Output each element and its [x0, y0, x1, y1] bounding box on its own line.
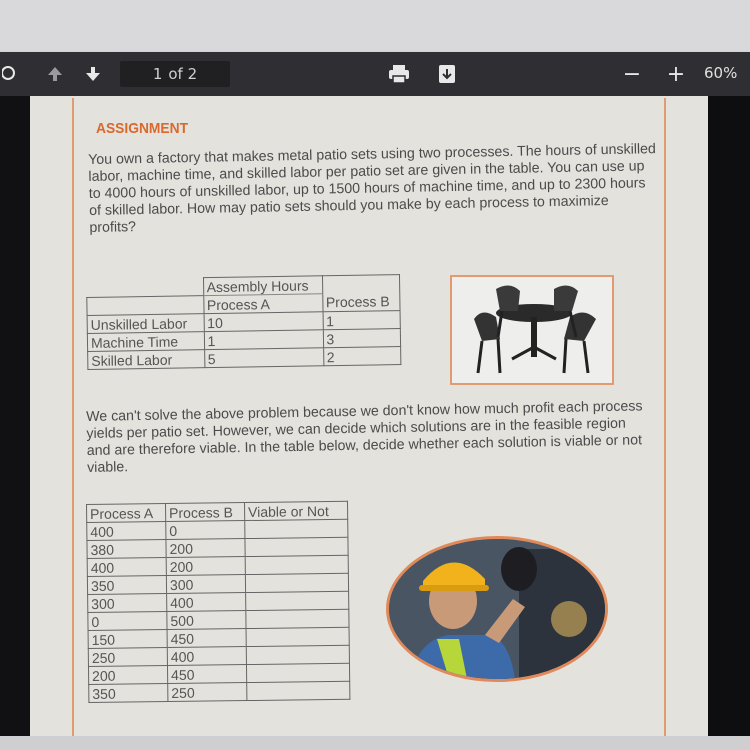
process-a-column-header: Process A [87, 504, 166, 523]
zoom-out-button[interactable]: − [622, 61, 642, 87]
viable-answer-cell[interactable] [245, 537, 348, 556]
process-a-value: 350 [89, 684, 168, 703]
process-a-value: 350 [87, 576, 166, 595]
row-label: Unskilled Labor [87, 314, 204, 334]
page-total-label: of 2 [168, 65, 198, 83]
process-a-value: 1 [204, 330, 323, 350]
process-a-value: 400 [87, 522, 166, 541]
next-page-icon[interactable] [78, 52, 108, 96]
process-b-value: 3 [323, 329, 400, 348]
process-b-column-header: Process B [166, 503, 245, 522]
table-cell-empty [87, 278, 204, 298]
viable-answer-cell[interactable] [246, 591, 349, 610]
process-b-value: 200 [166, 539, 245, 558]
current-page-number[interactable]: 1 [152, 65, 163, 83]
viable-column-header: Viable or Not [244, 501, 347, 520]
previous-page-icon[interactable] [40, 52, 70, 96]
download-icon[interactable] [432, 52, 462, 96]
row-label: Skilled Labor [88, 350, 205, 370]
process-b-header: Process B [322, 293, 399, 312]
viability-table [86, 501, 350, 703]
viable-answer-cell[interactable] [246, 663, 349, 682]
print-icon[interactable] [384, 52, 414, 96]
assembly-hours-table [86, 274, 401, 370]
process-a-value: 380 [87, 540, 166, 559]
process-a-value: 10 [204, 312, 323, 332]
process-b-value: 500 [167, 611, 246, 630]
process-a-header: Process A [203, 294, 322, 314]
viable-answer-cell[interactable] [245, 555, 348, 574]
pdf-toolbar [0, 52, 750, 96]
table-row [89, 681, 350, 702]
row-label: Machine Time [87, 332, 204, 352]
table-cell-empty [322, 275, 399, 294]
viable-answer-cell[interactable] [247, 681, 350, 700]
process-a-value: 200 [88, 666, 167, 685]
instructions-paragraph: We can't solve the above problem because we don't know how much profit each process yields per patio set. However, we can decide which solutions are in the feasible region and are therefore viable. In the table below, decide whether each solution is viable or not viable. [86, 398, 643, 476]
viable-answer-cell[interactable] [245, 519, 348, 538]
desk-bottom-strip [0, 736, 750, 750]
pdf-page [30, 96, 708, 750]
viable-answer-cell[interactable] [246, 609, 349, 628]
process-b-value: 450 [167, 629, 246, 648]
viewer-right-gutter [708, 96, 750, 750]
table-cell-empty [87, 296, 204, 316]
search-icon[interactable] [0, 52, 22, 96]
viable-answer-cell[interactable] [246, 627, 349, 646]
viable-answer-cell[interactable] [246, 645, 349, 664]
page-number-field[interactable] [120, 61, 230, 87]
process-b-value: 400 [167, 647, 246, 666]
patio-set-illustration [452, 277, 612, 383]
problem-paragraph: You own a factory that makes metal patio sets using two processes. The hours of unskilled labor, machine time, and skilled labor per patio set are given in the table. You can use up to 4000 hours of unskilled labor, up to 1500 hours of machine time, and up to 2300 hours of skilled labor. How may patio sets should you make by each process to maximize profits? [88, 141, 657, 236]
browser-top-strip [0, 0, 750, 52]
viewer-left-gutter [0, 96, 30, 750]
factory-worker-image [386, 536, 608, 682]
patio-set-image [450, 275, 614, 385]
process-b-value: 2 [323, 347, 400, 366]
process-a-value: 250 [88, 648, 167, 667]
factory-worker-illustration [389, 539, 605, 679]
process-a-value: 5 [204, 348, 323, 368]
process-b-value: 200 [166, 557, 245, 576]
process-a-value: 0 [88, 612, 167, 631]
assembly-hours-header: Assembly Hours [203, 276, 322, 296]
zoom-in-button[interactable]: + [666, 61, 686, 87]
assignment-heading: ASSIGNMENT [96, 120, 189, 137]
process-b-value: 300 [166, 575, 245, 594]
process-b-value: 0 [166, 521, 245, 540]
process-b-value: 1 [323, 311, 400, 330]
zoom-level[interactable]: 60% [704, 64, 738, 82]
process-b-value: 450 [167, 665, 246, 684]
process-a-value: 400 [87, 558, 166, 577]
process-a-value: 150 [88, 630, 167, 649]
process-a-value: 300 [88, 594, 167, 613]
viable-answer-cell[interactable] [245, 573, 348, 592]
process-b-value: 400 [167, 593, 246, 612]
process-b-value: 250 [168, 683, 247, 702]
